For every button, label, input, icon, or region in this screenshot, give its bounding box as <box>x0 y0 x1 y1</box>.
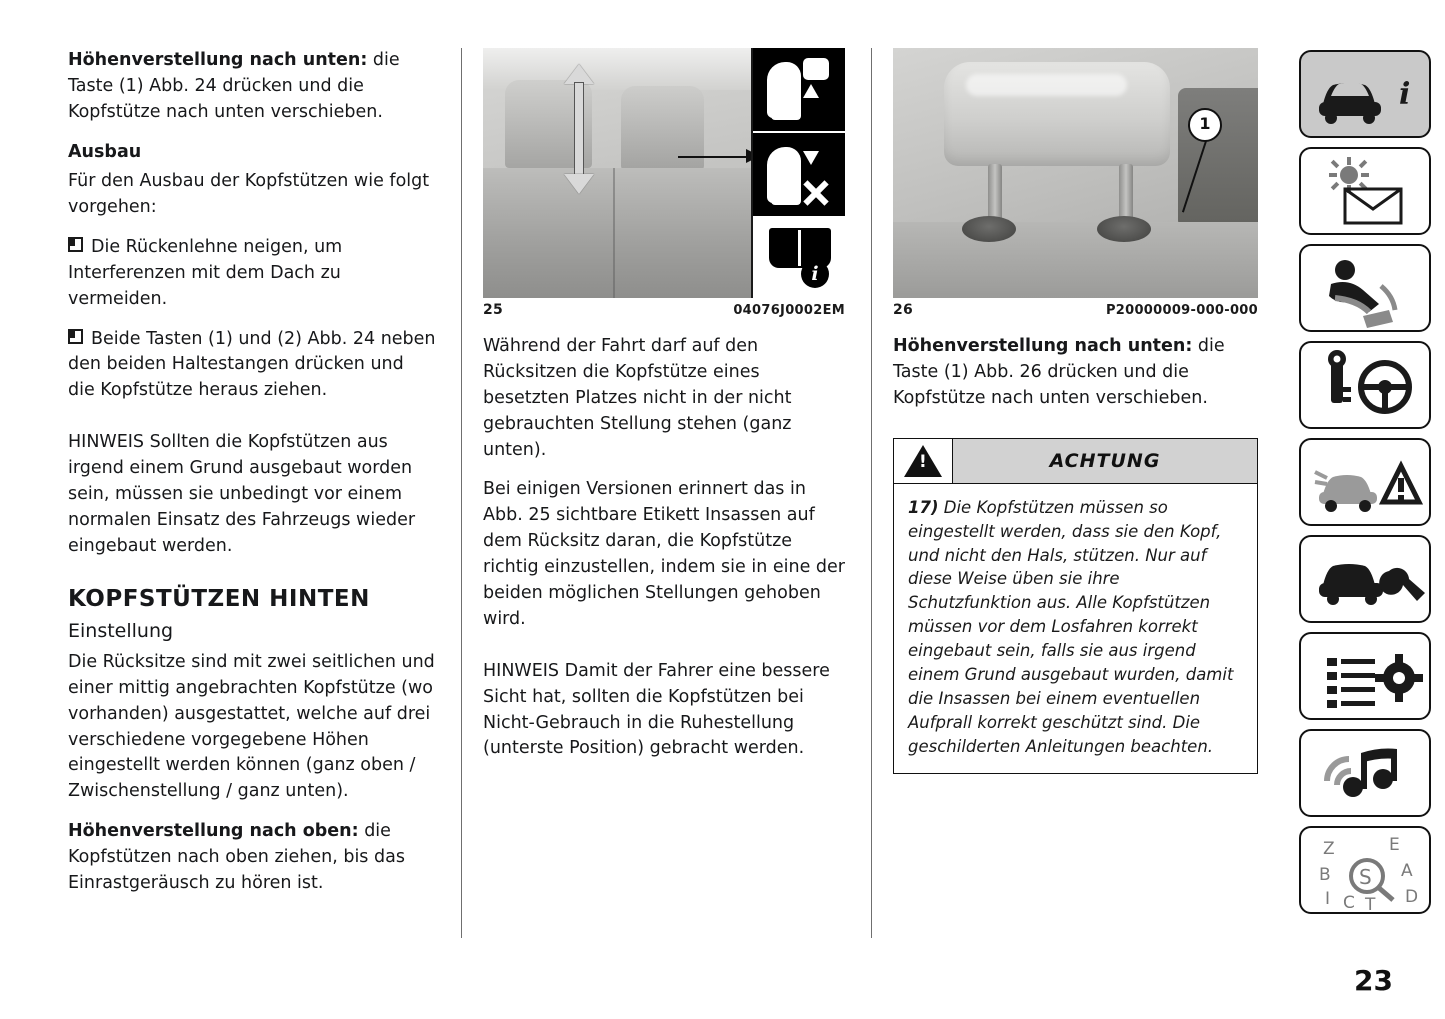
info-icon: i <box>801 260 829 288</box>
x-cross-icon <box>801 178 831 208</box>
head-silhouette-icon <box>767 147 801 203</box>
figure-25-caption <box>483 298 845 318</box>
letter-e: E <box>1389 835 1400 855</box>
audio-note-icon <box>1301 731 1431 817</box>
warning-text: Die Kopfstützen müssen so eingestellt werden, dass sie den Kopf, und nicht den Hals, stützen. Nur auf diese Weise üben sie ihre Schutzfunktion aus. Alle Kopfstützen müssen vor dem Losfahren korrekt eingebaut sein, falls sie aus irgend einem Grund ausgebaut wurden, damit die Insassen bei einem eventuellen Aufprall korrekt geschützt sind. Die geschilderten Anleitungen beachten. <box>908 497 1234 756</box>
arrow-up-icon <box>803 84 819 98</box>
figure-26 <box>893 48 1258 318</box>
text-height-adjust-up: die Kopfstützen nach oben ziehen, bis das Einrastgeräusch zu hören ist. <box>68 821 405 894</box>
paragraph-driving-headrest-position: Während der Fahrt darf auf den Rücksitzen die Kopfstütze eines besetzten Platzes nicht in der nicht gebrauchten Stellung stehen (ganz unten). <box>483 336 792 460</box>
bullet-square-icon <box>68 329 83 344</box>
warning-triangle-icon <box>904 445 942 477</box>
paragraph-height-adjust-up <box>68 819 436 897</box>
column-divider-1 <box>461 48 462 938</box>
seat-seam-line <box>613 168 615 298</box>
paragraph-label-reminder: Bei einigen Versionen erinnert das in Abb. 25 sichtbare Etikett Insassen auf dem Rücksitz daran, die Kopfstütze richtig einzustellen, indem sie in eine der beiden möglichen Stellungen gehoben wird. <box>483 479 845 629</box>
letter-d: D <box>1405 887 1419 907</box>
figure-26-caption <box>893 298 1258 318</box>
label-pointer-arrow-icon <box>678 156 758 158</box>
arrow-down-icon <box>803 151 819 165</box>
label-height-adjust-down-rear: Höhenverstellung nach unten: <box>893 336 1193 356</box>
head-silhouette-icon <box>767 62 801 118</box>
headrest-silhouette-icon <box>803 58 829 80</box>
label-height-adjust-up: Höhenverstellung nach oben: <box>68 821 359 842</box>
figure-26-code: P20000009-000-000 <box>1105 302 1258 318</box>
section-tab-rail <box>1299 50 1431 923</box>
car-wrench-icon <box>1301 537 1431 623</box>
tab-safety[interactable] <box>1299 244 1431 332</box>
heading-ausbau: Ausbau <box>68 141 142 162</box>
figure-26-number: 26 <box>893 302 913 318</box>
letter-z: Z <box>1323 839 1335 859</box>
column-divider-2 <box>871 48 872 938</box>
document-gear-icon <box>1301 634 1431 720</box>
list-item-text: Die Rückenlehne neigen, um Interferenzen mit dem Dach zu vermeiden. <box>68 236 343 309</box>
figure-25-number: 25 <box>483 302 503 318</box>
seatbelt-occupant-icon <box>1301 246 1431 332</box>
list-item-text: Beide Tasten (1) und (2) Abb. 24 neben den beiden Haltestangen drücken und die Kopfstütze heraus ziehen. <box>68 328 436 401</box>
figure-25 <box>483 48 845 318</box>
warning-header <box>893 438 1258 484</box>
warning-title: ACHTUNG <box>953 439 1257 483</box>
list-item-recline-backrest <box>68 235 436 313</box>
tab-dashboard-info[interactable] <box>1299 50 1431 138</box>
warning-body <box>893 484 1258 774</box>
label-height-adjust-down: Höhenverstellung nach unten: <box>68 50 368 70</box>
headrest-highlight <box>966 74 1127 96</box>
text-column-2 <box>483 48 845 959</box>
warning-reference-number: 17) <box>908 497 939 517</box>
rear-seat-shape <box>483 168 751 298</box>
text-height-adjust-down: die Taste (1) Abb. 24 drücken und die Kopfstütze nach unten verschieben. <box>68 50 400 122</box>
letter-i: I <box>1325 889 1331 909</box>
paragraph-rear-seat-description: Die Rücksitze sind mit zwei seitlichen und einer mittig angebrachten Kopfstütze (wo vorhanden) ausgestattet, welche auf drei verschiedene vorgegebene Höhen eingestellt werden können (ganz oben / Zwischenstellung / ganz unten). <box>68 651 435 802</box>
label-cell-manual <box>753 218 845 296</box>
bullet-square-icon <box>68 237 83 252</box>
paragraph-removal-intro: Für den Ausbau der Kopfstützen wie folgt vorgehen: <box>68 171 430 217</box>
headrest-guide-right <box>1097 216 1151 242</box>
letter-c: C <box>1343 893 1355 913</box>
figure-26-image <box>893 48 1258 298</box>
paragraph-note-visibility: HINWEIS Damit der Fahrer eine bessere Sicht hat, sollten die Kopfstützen bei Nicht-Gebrauch in die Ruhestellung (unterste Position) gebracht werden. <box>483 660 830 759</box>
callout-marker-1: 1 <box>1188 108 1222 142</box>
headrest-guide-left <box>962 216 1016 242</box>
text-column-3 <box>893 48 1258 959</box>
tab-alphabetical-index[interactable] <box>1299 826 1431 914</box>
tab-warning-lights-messages[interactable] <box>1299 147 1431 235</box>
letter-s: S <box>1359 865 1372 889</box>
alphabetical-index-icon <box>1301 828 1431 914</box>
text-column-1 <box>68 48 436 959</box>
label-cell-incorrect <box>753 133 845 218</box>
letter-b: B <box>1319 865 1331 885</box>
tab-starting-driving[interactable] <box>1299 341 1431 429</box>
subtitle-adjustment: Einstellung <box>68 620 174 643</box>
seat-cushion-shape <box>893 222 1258 298</box>
tab-multimedia[interactable] <box>1299 729 1431 817</box>
background-seat-shape <box>1178 88 1258 228</box>
figure-25-image <box>483 48 845 298</box>
label-cell-correct <box>753 48 845 133</box>
breakdown-car-triangle-icon <box>1301 440 1431 526</box>
svg-text:i: i <box>1399 77 1411 112</box>
paragraph-height-adjust-down-rear <box>893 334 1258 412</box>
paragraph-height-adjust-down <box>68 48 436 126</box>
tab-technical-specifications[interactable] <box>1299 632 1431 720</box>
warning-triangle-cell <box>894 439 953 483</box>
car-front-icon <box>1301 52 1431 138</box>
warning-label-panel <box>751 48 845 298</box>
paragraph-note-reinstall: HINWEIS Sollten die Kopfstützen aus irgend einem Grund ausgebaut worden sein, müssen sie unbedingt vor einem normalen Einsatz des Fahrzeugs wieder eingebaut werden. <box>68 432 416 556</box>
warning-box <box>893 438 1258 774</box>
letter-t: T <box>1365 895 1376 915</box>
tab-maintenance-care[interactable] <box>1299 535 1431 623</box>
tab-emergency[interactable] <box>1299 438 1431 526</box>
section-title-rear-headrests: KOPFSTÜTZEN HINTEN <box>68 585 370 612</box>
up-down-arrow-icon <box>570 64 588 194</box>
warning-envelope-icon <box>1301 149 1431 235</box>
letter-a: A <box>1401 861 1413 881</box>
page-number: 23 <box>1354 964 1393 997</box>
key-steering-wheel-icon <box>1301 343 1431 429</box>
figure-25-code: 04076J0002EM <box>733 302 845 318</box>
text-height-adjust-down-rear: die Taste (1) Abb. 26 drücken und die Kopfstütze nach unten verschieben. <box>893 336 1225 408</box>
list-item-press-buttons <box>68 327 436 405</box>
